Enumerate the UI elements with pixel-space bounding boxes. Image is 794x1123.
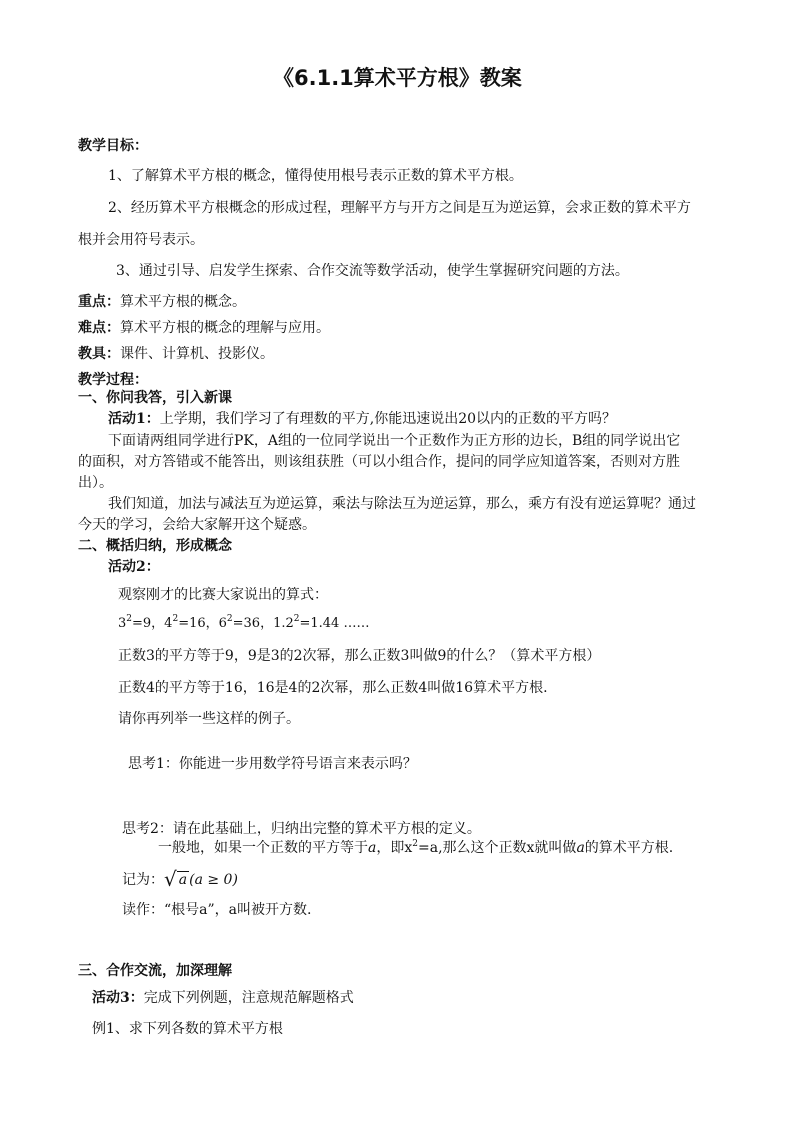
objective-item: 1、了解算术平方根的概念，懂得使用根号表示正数的算术平方根。	[108, 168, 523, 184]
think1: 思考1：你能进一步用数学符号语言来表示吗？	[128, 756, 417, 772]
activity3	[92, 991, 354, 1005]
section1-paragraph-line: 下面请两组同学进行PK，A组的一位同学说出一个正数作为正方形的边长，B组的同学说出它	[108, 433, 681, 449]
example1: 例1、求下列各数的算术平方根	[92, 1021, 283, 1037]
radicand: a	[178, 872, 188, 888]
definition-variable: a	[368, 840, 377, 856]
activity1	[108, 412, 616, 426]
section1-paragraph-line: 我们知道，加法与减法互为逆运算，乘法与除法互为逆运算，那么，乘方有没有逆运算呢？通过	[108, 496, 696, 512]
formula-exponent: 2	[126, 614, 133, 624]
radical-sign: √	[164, 867, 177, 891]
page-title: 《6.1.1算术平方根》教案	[273, 66, 522, 90]
key-point	[78, 295, 246, 309]
formula-exponent: 2	[293, 614, 300, 624]
difficulty-label: 难点：	[78, 320, 120, 336]
think2: 思考2：请在此基础上，归纳出完整的算术平方根的定义。	[122, 821, 481, 837]
definition-part: =a,那么这个正数x就叫做	[418, 840, 577, 856]
activity1-text: 上学期，我们学习了有理数的平方,你能迅速说出20以内的正数的平方吗？	[159, 411, 617, 427]
section1-heading: 一、你问我答，引入新课	[78, 390, 232, 406]
activity3-label: 活动3：	[92, 990, 144, 1006]
tools	[78, 347, 274, 361]
formula-exponent: 2	[172, 614, 179, 624]
example-line: 正数3的平方等于9，9是3的2次幂，那么正数3叫做9的什么？（算术平方根）	[118, 648, 601, 664]
activity2-label: 活动2：	[108, 559, 160, 575]
objective-item: 3、通过引导、启发学生探索、合作交流等数学活动，使学生掌握研究问题的方法。	[116, 263, 629, 279]
example-prompt: 请你再列举一些这样的例子。	[118, 711, 300, 727]
key-point-label: 重点：	[78, 294, 120, 310]
section1-paragraph-line: 出）。	[78, 475, 113, 491]
key-point-text: 算术平方根的概念。	[120, 294, 246, 310]
objective-item: 根并会用符号表示。	[78, 232, 204, 248]
example-line: 正数4的平方等于16，16是4的2次幂，那么正数4叫做16算术平方根.	[118, 680, 548, 696]
difficulty-text: 算术平方根的概念的理解与应用。	[120, 320, 330, 336]
definition-exponent: 2	[412, 839, 418, 849]
formula-part: =16，6	[178, 616, 227, 631]
objective-item: 2、经历算术平方根概念的形成过程，理解平方与开方之间是互为逆运算，会求正数的算术平方	[108, 200, 691, 216]
section1-paragraph-line: 的面积，对方答错或不能答出，则该组获胜（可以小组合作，提问的同学应知道答案，否则对方胜	[78, 454, 680, 470]
section2-heading: 二、概括归纳，形成概念	[78, 538, 232, 554]
reading: 读作：“根号a”，a叫被开方数.	[122, 902, 312, 918]
notation	[122, 869, 238, 889]
objectives-heading: 教学目标：	[78, 138, 148, 154]
formula-exponent: 2	[226, 614, 233, 624]
section1-paragraph-line: 今天的学习，会给大家解开这个疑惑。	[78, 517, 316, 533]
definition-variable: a	[576, 840, 585, 856]
activity3-text: 完成下列例题，注意规范解题格式	[143, 990, 354, 1006]
tools-text: 课件、计算机、投影仪。	[120, 346, 274, 362]
definition	[158, 841, 673, 855]
formula-part: =9，4	[132, 616, 173, 631]
process-heading: 教学过程：	[78, 372, 148, 388]
observe-text: 观察刚才的比赛大家说出的算式：	[118, 587, 328, 603]
square-formulas	[118, 614, 370, 631]
formula-part: 3	[118, 616, 127, 631]
section3-heading: 三、合作交流，加深理解	[78, 963, 232, 979]
activity1-label: 活动1：	[108, 411, 160, 427]
definition-part: 的算术平方根.	[584, 840, 674, 856]
formula-part: =36，1.2	[232, 616, 294, 631]
difficulty	[78, 321, 330, 335]
notation-label: 记为：	[122, 872, 164, 888]
definition-part: ，即x	[376, 840, 413, 856]
tools-label: 教具：	[78, 346, 120, 362]
notation-condition: (a ≥ 0)	[189, 872, 238, 888]
definition-part: 一般地，如果一个正数的平方等于	[158, 840, 368, 856]
formula-part: =1.44 ……	[299, 616, 370, 631]
